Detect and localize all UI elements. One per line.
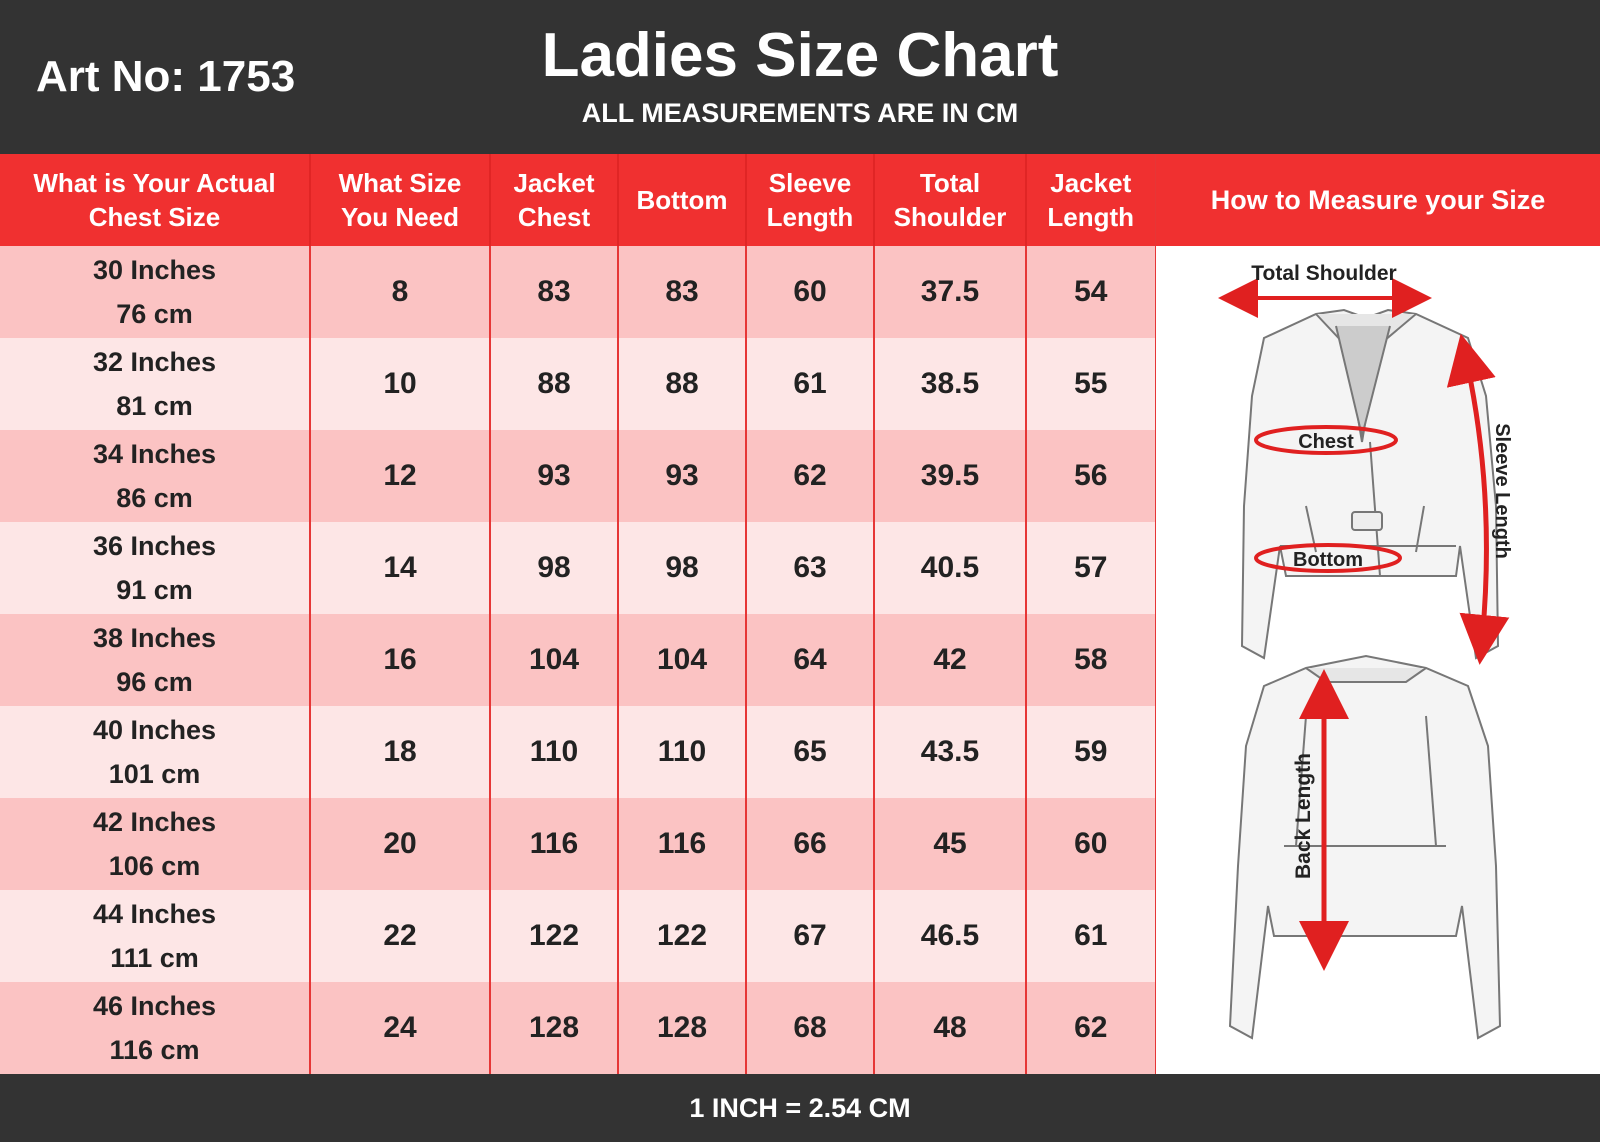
table-row bbox=[0, 522, 1156, 614]
jacket-chest-cell: 128 bbox=[490, 982, 618, 1074]
jacket-chest-cell: 116 bbox=[490, 798, 618, 890]
jacket-chest-cell: 83 bbox=[490, 246, 618, 338]
bottom-cell: 122 bbox=[618, 890, 746, 982]
total-shoulder-cell: 37.5 bbox=[874, 246, 1026, 338]
chest-inches: 36 Inches bbox=[92, 531, 217, 561]
total-shoulder-cell: 39.5 bbox=[874, 430, 1026, 522]
sleeve-length-cell: 67 bbox=[746, 890, 874, 982]
chest-size-cell bbox=[0, 982, 310, 1074]
bottom-cell: 83 bbox=[618, 246, 746, 338]
total-shoulder-cell: 38.5 bbox=[874, 338, 1026, 430]
size-needed-cell: 20 bbox=[310, 798, 490, 890]
measure-guide bbox=[1156, 246, 1600, 1074]
jacket-length-cell: 58 bbox=[1026, 614, 1156, 706]
column-header-size-needed: What Size You Need bbox=[310, 154, 490, 246]
table-header-row bbox=[0, 154, 1156, 246]
chest-inches: 42 Inches bbox=[92, 807, 217, 837]
size-needed-cell: 22 bbox=[310, 890, 490, 982]
chest-size-cell bbox=[0, 890, 310, 982]
total-shoulder-cell: 42 bbox=[874, 614, 1026, 706]
total-shoulder-cell: 40.5 bbox=[874, 522, 1026, 614]
size-table-container bbox=[0, 154, 1156, 1074]
chest-cm: 81 cm bbox=[116, 391, 193, 421]
sleeve-length-cell: 68 bbox=[746, 982, 874, 1074]
measure-illustration bbox=[1156, 246, 1600, 1074]
total-shoulder-label: Total Shoulder bbox=[1251, 262, 1397, 285]
jacket-chest-cell: 110 bbox=[490, 706, 618, 798]
size-needed-cell: 18 bbox=[310, 706, 490, 798]
jacket-chest-cell: 93 bbox=[490, 430, 618, 522]
jacket-chest-cell: 104 bbox=[490, 614, 618, 706]
jacket-length-cell: 55 bbox=[1026, 338, 1156, 430]
sleeve-length-cell: 62 bbox=[746, 430, 874, 522]
column-header-jacket-chest: Jacket Chest bbox=[490, 154, 618, 246]
chest-size-cell bbox=[0, 246, 310, 338]
chest-cm: 96 cm bbox=[116, 667, 193, 697]
column-header-jacket-length: Jacket Length bbox=[1026, 154, 1156, 246]
column-header-bottom: Bottom bbox=[618, 154, 746, 246]
chest-cm: 116 cm bbox=[109, 1035, 200, 1065]
total-shoulder-cell: 46.5 bbox=[874, 890, 1026, 982]
chest-size-cell bbox=[0, 430, 310, 522]
bottom-cell: 88 bbox=[618, 338, 746, 430]
column-header-chest-size: What is Your Actual Chest Size bbox=[0, 154, 310, 246]
footer-note: 1 INCH = 2.54 CM bbox=[0, 1074, 1600, 1142]
chest-inches: 32 Inches bbox=[92, 347, 217, 377]
sleeve-length-cell: 60 bbox=[746, 246, 874, 338]
bottom-cell: 110 bbox=[618, 706, 746, 798]
chest-size-cell bbox=[0, 798, 310, 890]
sleeve-length-cell: 63 bbox=[746, 522, 874, 614]
size-needed-cell: 24 bbox=[310, 982, 490, 1074]
bottom-cell: 93 bbox=[618, 430, 746, 522]
size-needed-cell: 16 bbox=[310, 614, 490, 706]
table-row bbox=[0, 706, 1156, 798]
back-length-label: Back Length bbox=[1292, 752, 1315, 880]
table-row bbox=[0, 798, 1156, 890]
bottom-cell: 116 bbox=[618, 798, 746, 890]
size-needed-cell: 14 bbox=[310, 522, 490, 614]
table-row bbox=[0, 890, 1156, 982]
table-row bbox=[0, 338, 1156, 430]
column-header-total-shoulder: Total Shoulder bbox=[874, 154, 1026, 246]
column-header-sleeve-length: Sleeve Length bbox=[746, 154, 874, 246]
chest-cm: 111 cm bbox=[110, 943, 199, 973]
bottom-cell: 128 bbox=[618, 982, 746, 1074]
jacket-length-cell: 54 bbox=[1026, 246, 1156, 338]
size-needed-cell: 10 bbox=[310, 338, 490, 430]
chest-cm: 91 cm bbox=[116, 575, 193, 605]
jacket-length-cell: 62 bbox=[1026, 982, 1156, 1074]
header bbox=[0, 0, 1600, 154]
jacket-back-icon bbox=[1230, 656, 1500, 1038]
total-shoulder-cell: 45 bbox=[874, 798, 1026, 890]
total-shoulder-cell: 43.5 bbox=[874, 706, 1026, 798]
table-row bbox=[0, 614, 1156, 706]
size-table bbox=[0, 154, 1158, 1074]
total-shoulder-cell: 48 bbox=[874, 982, 1026, 1074]
sleeve-length-label: Sleeve Length bbox=[1491, 423, 1513, 559]
chest-size-cell bbox=[0, 706, 310, 798]
sleeve-length-cell: 61 bbox=[746, 338, 874, 430]
jacket-length-cell: 56 bbox=[1026, 430, 1156, 522]
chest-cm: 76 cm bbox=[116, 299, 193, 329]
jacket-chest-cell: 88 bbox=[490, 338, 618, 430]
chest-inches: 38 Inches bbox=[92, 623, 217, 653]
chest-inches: 46 Inches bbox=[92, 991, 217, 1021]
chest-cm: 86 cm bbox=[116, 483, 193, 513]
jacket-chest-cell: 98 bbox=[490, 522, 618, 614]
chest-cm: 106 cm bbox=[108, 851, 201, 881]
jacket-length-cell: 59 bbox=[1026, 706, 1156, 798]
chest-inches: 30 Inches bbox=[92, 255, 217, 285]
chest-inches: 34 Inches bbox=[92, 439, 217, 469]
chest-size-cell bbox=[0, 614, 310, 706]
table-row bbox=[0, 246, 1156, 338]
sleeve-length-cell: 66 bbox=[746, 798, 874, 890]
table-row bbox=[0, 430, 1156, 522]
jacket-front-icon bbox=[1242, 310, 1498, 658]
jacket-chest-cell: 122 bbox=[490, 890, 618, 982]
chest-cm: 101 cm bbox=[108, 759, 201, 789]
chest-size-cell bbox=[0, 522, 310, 614]
size-needed-cell: 8 bbox=[310, 246, 490, 338]
bottom-label: Bottom bbox=[1293, 549, 1363, 571]
bottom-cell: 98 bbox=[618, 522, 746, 614]
chest-inches: 40 Inches bbox=[92, 715, 217, 745]
chest-inches: 44 Inches bbox=[92, 899, 217, 929]
sleeve-length-cell: 65 bbox=[746, 706, 874, 798]
measure-heading: How to Measure your Size bbox=[1156, 154, 1600, 246]
art-number: Art No: 1753 bbox=[36, 52, 296, 101]
sleeve-length-cell: 64 bbox=[746, 614, 874, 706]
chest-label: Chest bbox=[1298, 431, 1354, 453]
table-row bbox=[0, 982, 1156, 1074]
size-needed-cell: 12 bbox=[310, 430, 490, 522]
jacket-length-cell: 57 bbox=[1026, 522, 1156, 614]
jacket-length-cell: 61 bbox=[1026, 890, 1156, 982]
page-title: Ladies Size Chart bbox=[541, 21, 1059, 90]
size-table-body bbox=[0, 246, 1156, 1074]
page-subtitle: ALL MEASUREMENTS ARE IN CM bbox=[581, 98, 1019, 128]
jacket-length-cell: 60 bbox=[1026, 798, 1156, 890]
bottom-cell: 104 bbox=[618, 614, 746, 706]
chest-size-cell bbox=[0, 338, 310, 430]
